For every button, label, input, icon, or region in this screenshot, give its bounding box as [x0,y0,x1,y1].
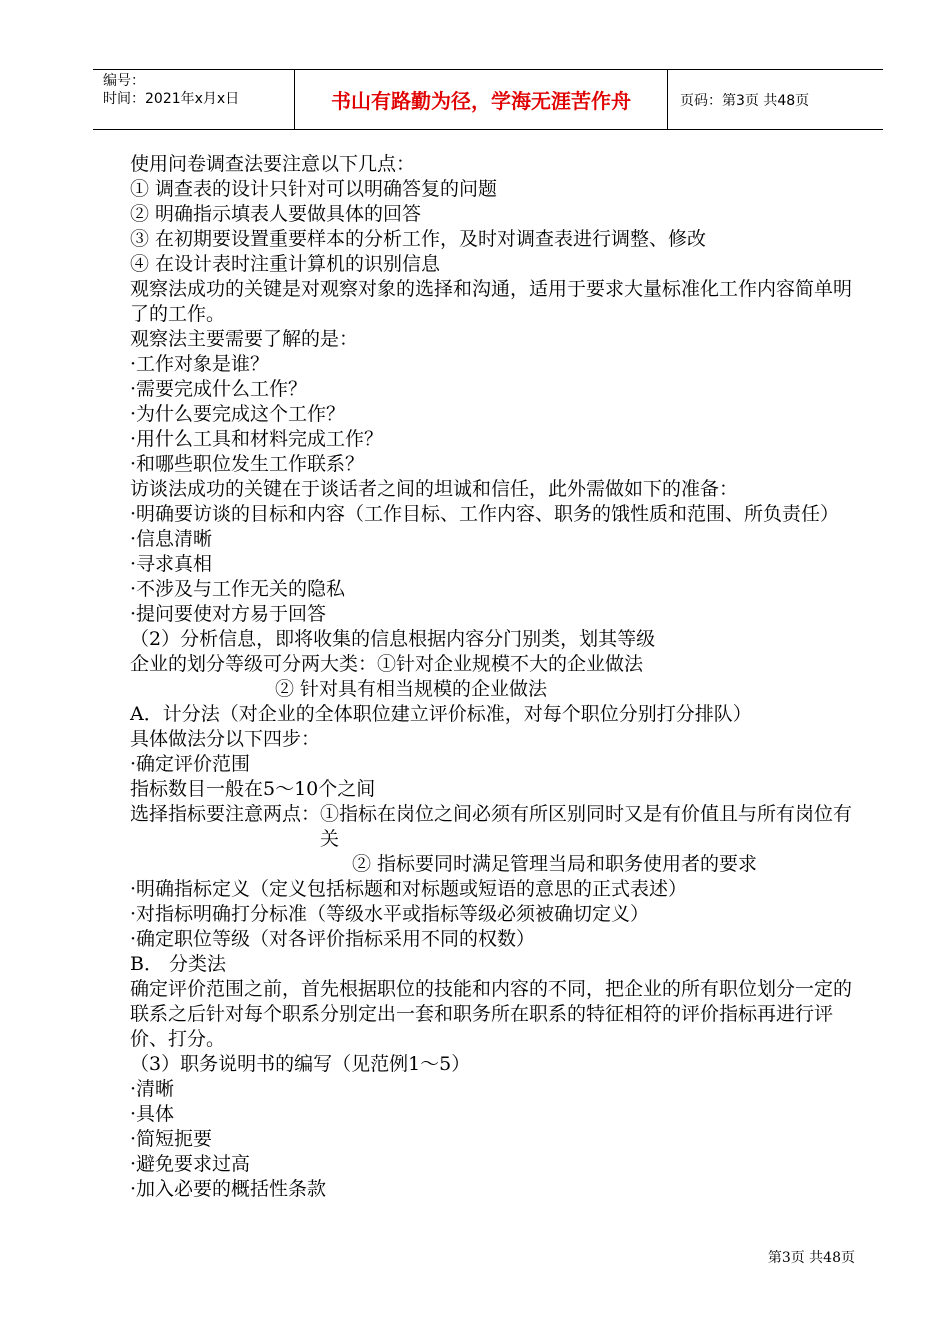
text-line: ② 指标要同时满足管理当局和职务使用者的要求 [352,853,758,875]
list-item: ·工作对象是谁？ [130,353,270,375]
section-heading: （2）分析信息，即将收集的信息根据内容分门别类，划其等级 [130,628,656,650]
text-paragraph: 确定评价范围之前，首先根据职位的技能和内容的不同，把企业的所有职位划分一定的联系之后针对每个职系分别定出一套和职务所在职系的特征相符的评价指标再进行评价、打分。 [130,978,853,1050]
list-item: ·明确要访谈的目标和内容（工作目标、工作内容、职务的饿性质和范围、所负责任） [130,503,840,525]
hang-label: 选择指标要注意两点： [130,803,321,825]
section-heading: （3）职务说明书的编写（见范例1～5） [130,1053,471,1075]
text-line: 指标数目一般在5～10个之间 [130,778,376,800]
list-item: ·用什么工具和材料完成工作？ [130,428,384,450]
list-item: ·寻求真相 [130,553,213,575]
header-motto: 书山有路勤为径，学海无涯苦作舟 [295,70,668,129]
list-item: ·确定职位等级（对各评价指标采用不同的权数） [130,928,536,950]
text-line: 使用问卷调查法要注意以下几点： [130,153,416,175]
list-item: ·提问要使对方易于回答 [130,603,327,625]
list-item: ·为什么要完成这个工作？ [130,403,346,425]
list-item: ·明确指标定义（定义包括标题和对标题或短语的意思的正式表述） [130,878,688,900]
text-line: ② 明确指示填表人要做具体的回答 [130,203,422,225]
text-line: ② 针对具有相当规模的企业做法 [275,678,548,700]
list-item: ·需要完成什么工作？ [130,378,308,400]
text-line: 企业的划分等级可分两大类：①针对企业规模不大的企业做法 [130,653,644,675]
list-item: ·确定评价范围 [130,753,251,775]
subsection-heading: B． 分类法 [130,953,227,975]
hang-text: ①指标在岗位之间必须有所区别同时又是有价值且与所有岗位有关 [320,803,853,850]
text-line [130,802,855,852]
text-line: 访谈法成功的关键在于谈话者之间的坦诚和信任，此外需做如下的准备： [130,478,739,500]
page-footer: 第3页 共48页 [767,1250,855,1266]
document-body [130,152,855,1202]
list-item: ·对指标明确打分标准（等级水平或指标等级必须被确切定义） [130,903,650,925]
list-item: ·和哪些职位发生工作联系？ [130,453,365,475]
list-item: ·不涉及与工作无关的隐私 [130,578,346,600]
list-item: ·信息清晰 [130,528,213,550]
header-meta [93,70,295,129]
list-item: ·简短扼要 [130,1128,213,1150]
list-item: ·具体 [130,1103,175,1125]
text-paragraph: 观察法成功的关键是对观察对象的选择和沟通，适用于要求大量标准化工作内容简单明了的工作。 [130,278,853,325]
text-line: 观察法主要需要了解的是： [130,328,359,350]
time-label: 时间：2021年x月x日 [103,91,240,107]
text-line: ① 调查表的设计只针对可以明确答复的问题 [130,178,498,200]
list-item: ·避免要求过高 [130,1153,251,1175]
text-line: ③ 在初期要设置重要样本的分析工作，及时对调查表进行调整、修改 [130,228,707,250]
text-line: 具体做法分以下四步： [130,728,321,750]
header-page-number: 页码：第3页 共48页 [680,92,810,109]
page-header [93,69,883,130]
list-item: ·清晰 [130,1078,175,1100]
code-label: 编号： [103,73,145,89]
subsection-heading: A．计分法（对企业的全体职位建立评价标准，对每个职位分别打分排队） [130,703,752,725]
text-line: ④ 在设计表时注重计算机的识别信息 [130,253,441,275]
list-item: ·加入必要的概括性条款 [130,1178,327,1200]
